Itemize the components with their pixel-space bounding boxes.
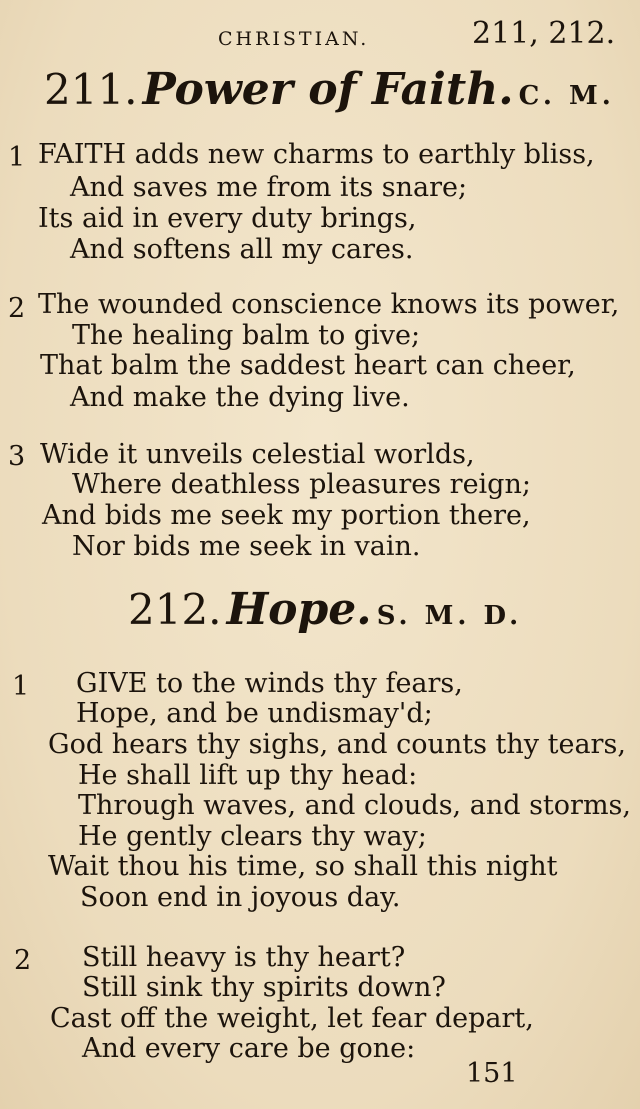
verse-number: 2 — [8, 293, 26, 324]
verse-line: Through waves, and clouds, and storms, — [78, 790, 631, 821]
verse-line: Its aid in every duty brings, — [38, 203, 417, 234]
running-header: CHRISTIAN. — [218, 28, 370, 50]
page-number: 151 — [466, 1058, 518, 1089]
verse-line: Where deathless pleasures reign; — [72, 469, 531, 500]
hymn-number: 211. — [44, 65, 138, 114]
verse-line: GIVE to the winds thy fears, — [76, 668, 463, 699]
verse-number: 2 — [14, 945, 32, 976]
verse-line: FAITH adds new charms to earthly bliss, — [38, 139, 595, 170]
verse-line: Nor bids me seek in vain. — [72, 531, 421, 562]
verse-line: Wait thou his time, so shall this night — [48, 851, 558, 882]
hymn-211-title — [44, 64, 640, 115]
verse-line: And bids me seek my portion there, — [42, 500, 531, 531]
verse-line: And softens all my cares. — [70, 234, 414, 265]
verse-line: And every care be gone: — [82, 1033, 416, 1064]
verse-line: He shall lift up thy head: — [78, 760, 418, 791]
verse-line: And make the dying live. — [70, 382, 410, 413]
verse-number: 1 — [8, 142, 26, 173]
verse-line: Soon end in joyous day. — [80, 882, 401, 913]
verse-line: The wounded conscience knows its power, — [38, 289, 620, 320]
verse-line: That balm the saddest heart can cheer, — [40, 350, 576, 381]
hymn-number: 212. — [128, 585, 222, 634]
hymn-212-title — [128, 584, 640, 635]
verse-line: Still sink thy spirits down? — [82, 972, 446, 1003]
verse-line: Cast off the weight, let fear depart, — [50, 1003, 534, 1034]
hymn-meter: S. M. D. — [376, 601, 523, 631]
hymn-name: Power of Faith. — [142, 64, 514, 115]
verse-line: Hope, and be undismay'd; — [76, 698, 433, 729]
hymn-name: Hope. — [226, 584, 372, 635]
verse-line: The healing balm to give; — [72, 320, 421, 351]
verse-number: 1 — [12, 671, 30, 702]
verse-number: 3 — [8, 441, 26, 472]
verse-line: He gently clears thy way; — [78, 821, 427, 852]
verse-line: God hears thy sighs, and counts thy tears, — [48, 729, 626, 760]
verse-line: Wide it unveils celestial worlds, — [40, 439, 475, 470]
verse-line: Still heavy is thy heart? — [82, 942, 406, 973]
header-hymn-numbers: 211, 212. — [472, 16, 616, 51]
verse-line: And saves me from its snare; — [70, 172, 468, 203]
hymn-meter: C. M. — [518, 81, 615, 111]
